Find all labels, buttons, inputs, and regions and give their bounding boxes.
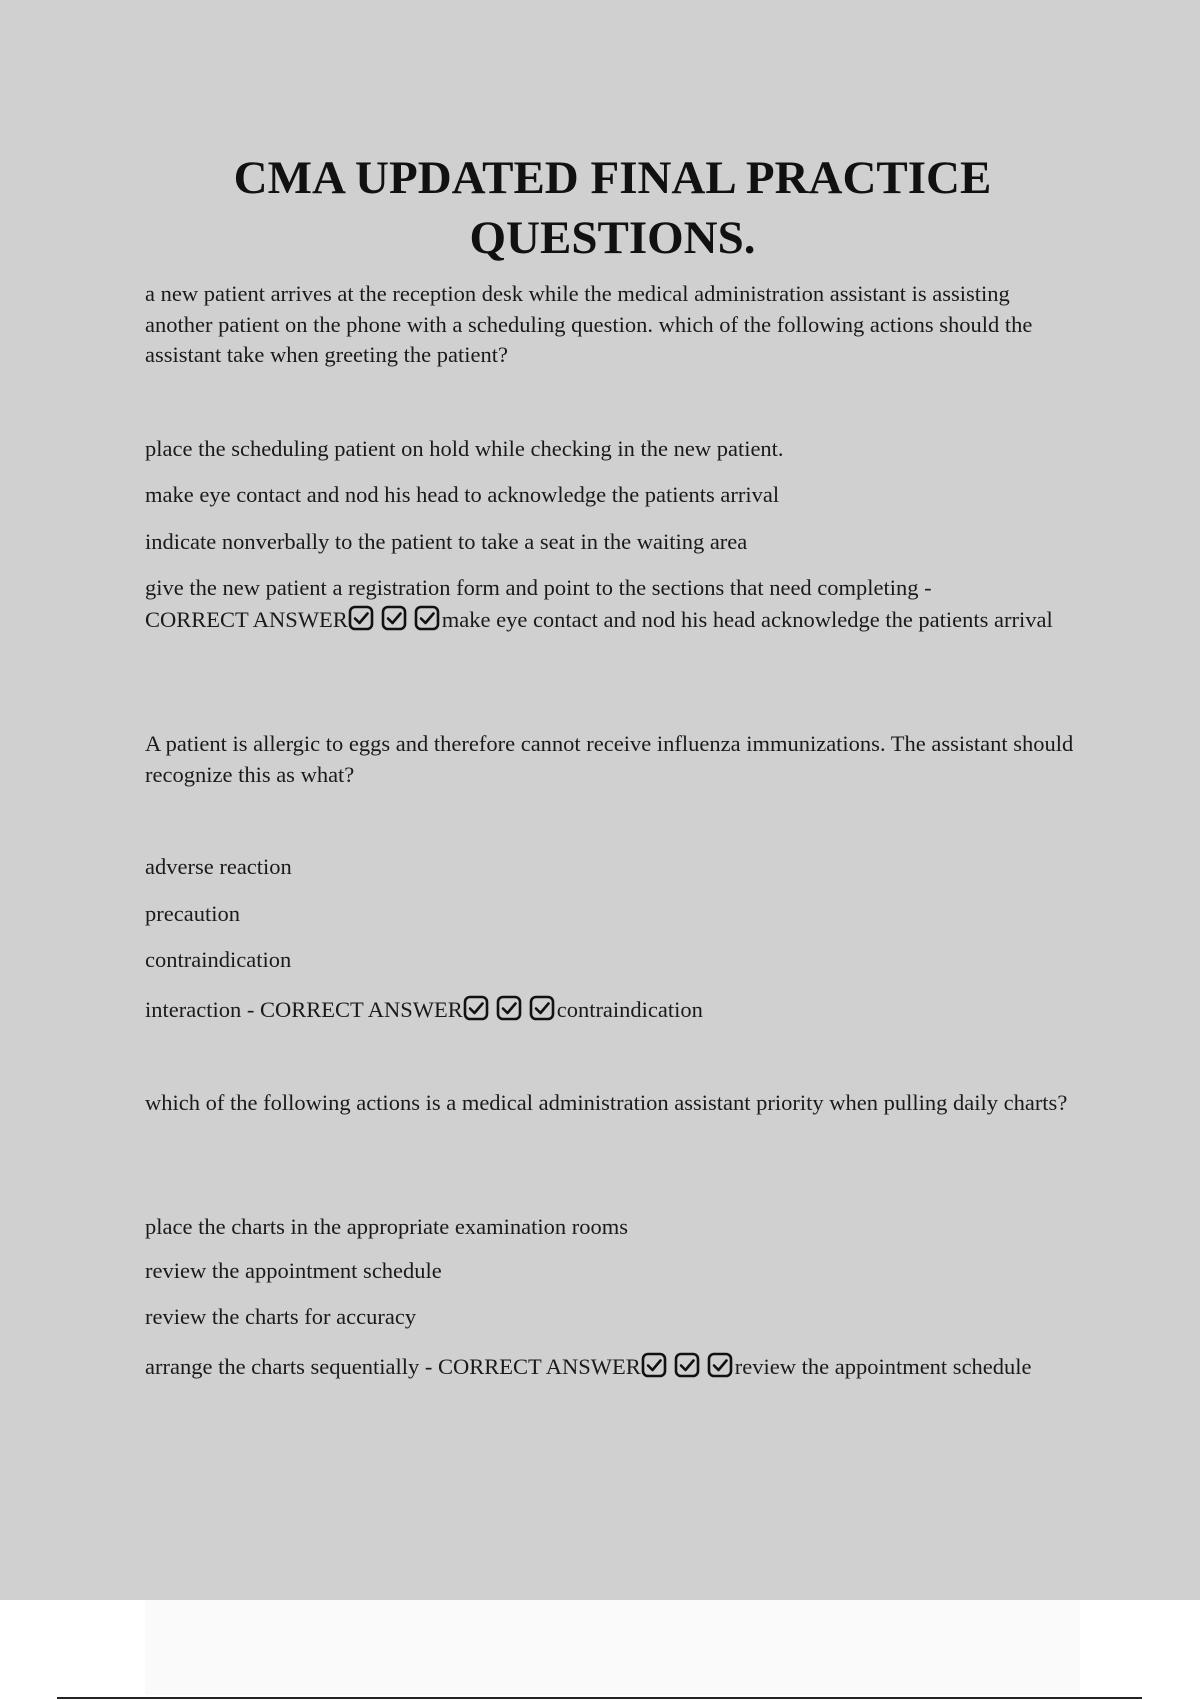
correct-answer-label: CORRECT ANSWER: [438, 1354, 641, 1379]
checkbox-checked-icon: [348, 605, 374, 631]
checkbox-checked-icon: [529, 995, 555, 1021]
option-d-with-answer: [145, 572, 1080, 636]
checkbox-checked-icon: [463, 995, 489, 1021]
checkbox-checked-icon: [414, 605, 440, 631]
checkbox-checked-icon: [641, 1352, 667, 1378]
option-a: adverse reaction: [145, 854, 292, 879]
option-d: interaction -: [145, 997, 255, 1022]
correct-answer-label: CORRECT ANSWER: [145, 607, 348, 632]
question-1: [145, 279, 1080, 371]
checkbox-checked-icon: [381, 605, 407, 631]
correct-answer-text: make eye contact and nod his head acknowledge the patients arrival: [441, 607, 1053, 632]
option-d: give the new patient a registration form and point to the sections that need completing -: [145, 575, 932, 600]
document-title: CMA UPDATED FINAL PRACTICE QUESTIONS.: [233, 152, 992, 264]
option-c: contraindication: [145, 947, 292, 972]
correct-answer-text: contraindication: [556, 997, 703, 1022]
question-3: [145, 1088, 1080, 1119]
option-b: precaution: [145, 901, 240, 926]
answer-marks: [348, 607, 442, 632]
correct-answer-text: review the appointment schedule: [734, 1354, 1032, 1379]
correct-answer-label: CORRECT ANSWER: [259, 997, 463, 1022]
question-text: which of the following actions is a medical administration assistant priority when pulling daily charts?: [145, 1090, 1068, 1115]
checkbox-checked-icon: [674, 1352, 700, 1378]
question-2: [145, 729, 1080, 790]
answer-marks: [641, 1354, 735, 1379]
option-c: review the charts for accuracy: [145, 1304, 417, 1329]
option-d: arrange the charts sequentially -: [145, 1354, 433, 1379]
page-bottom-margin: [145, 1600, 1080, 1695]
question-text: a new patient arrives at the reception desk while the medical administration assistant is assisting another patient on the phone with a scheduling question. which of the following actions should the assistant take when greeting the patient?: [145, 281, 1033, 367]
checkbox-checked-icon: [707, 1352, 733, 1378]
checkbox-checked-icon: [496, 995, 522, 1021]
option-d-with-answer: [145, 994, 1080, 1026]
option-b: make eye contact and nod his head to acknowledge the patients arrival: [145, 482, 780, 507]
question-text: A patient is allergic to eggs and therefore cannot receive influenza immunizations. The assistant should recognize this as what?: [145, 731, 1074, 787]
answer-marks: [463, 997, 557, 1022]
option-a: place the scheduling patient on hold while checking in the new patient.: [145, 436, 784, 461]
option-d-with-answer: [145, 1351, 1080, 1383]
footer-rule: [57, 1697, 1142, 1699]
option-a: place the charts in the appropriate examination rooms: [145, 1214, 628, 1239]
option-b: review the appointment schedule: [145, 1258, 442, 1283]
option-c: indicate nonverbally to the patient to take a seat in the waiting area: [145, 529, 748, 554]
